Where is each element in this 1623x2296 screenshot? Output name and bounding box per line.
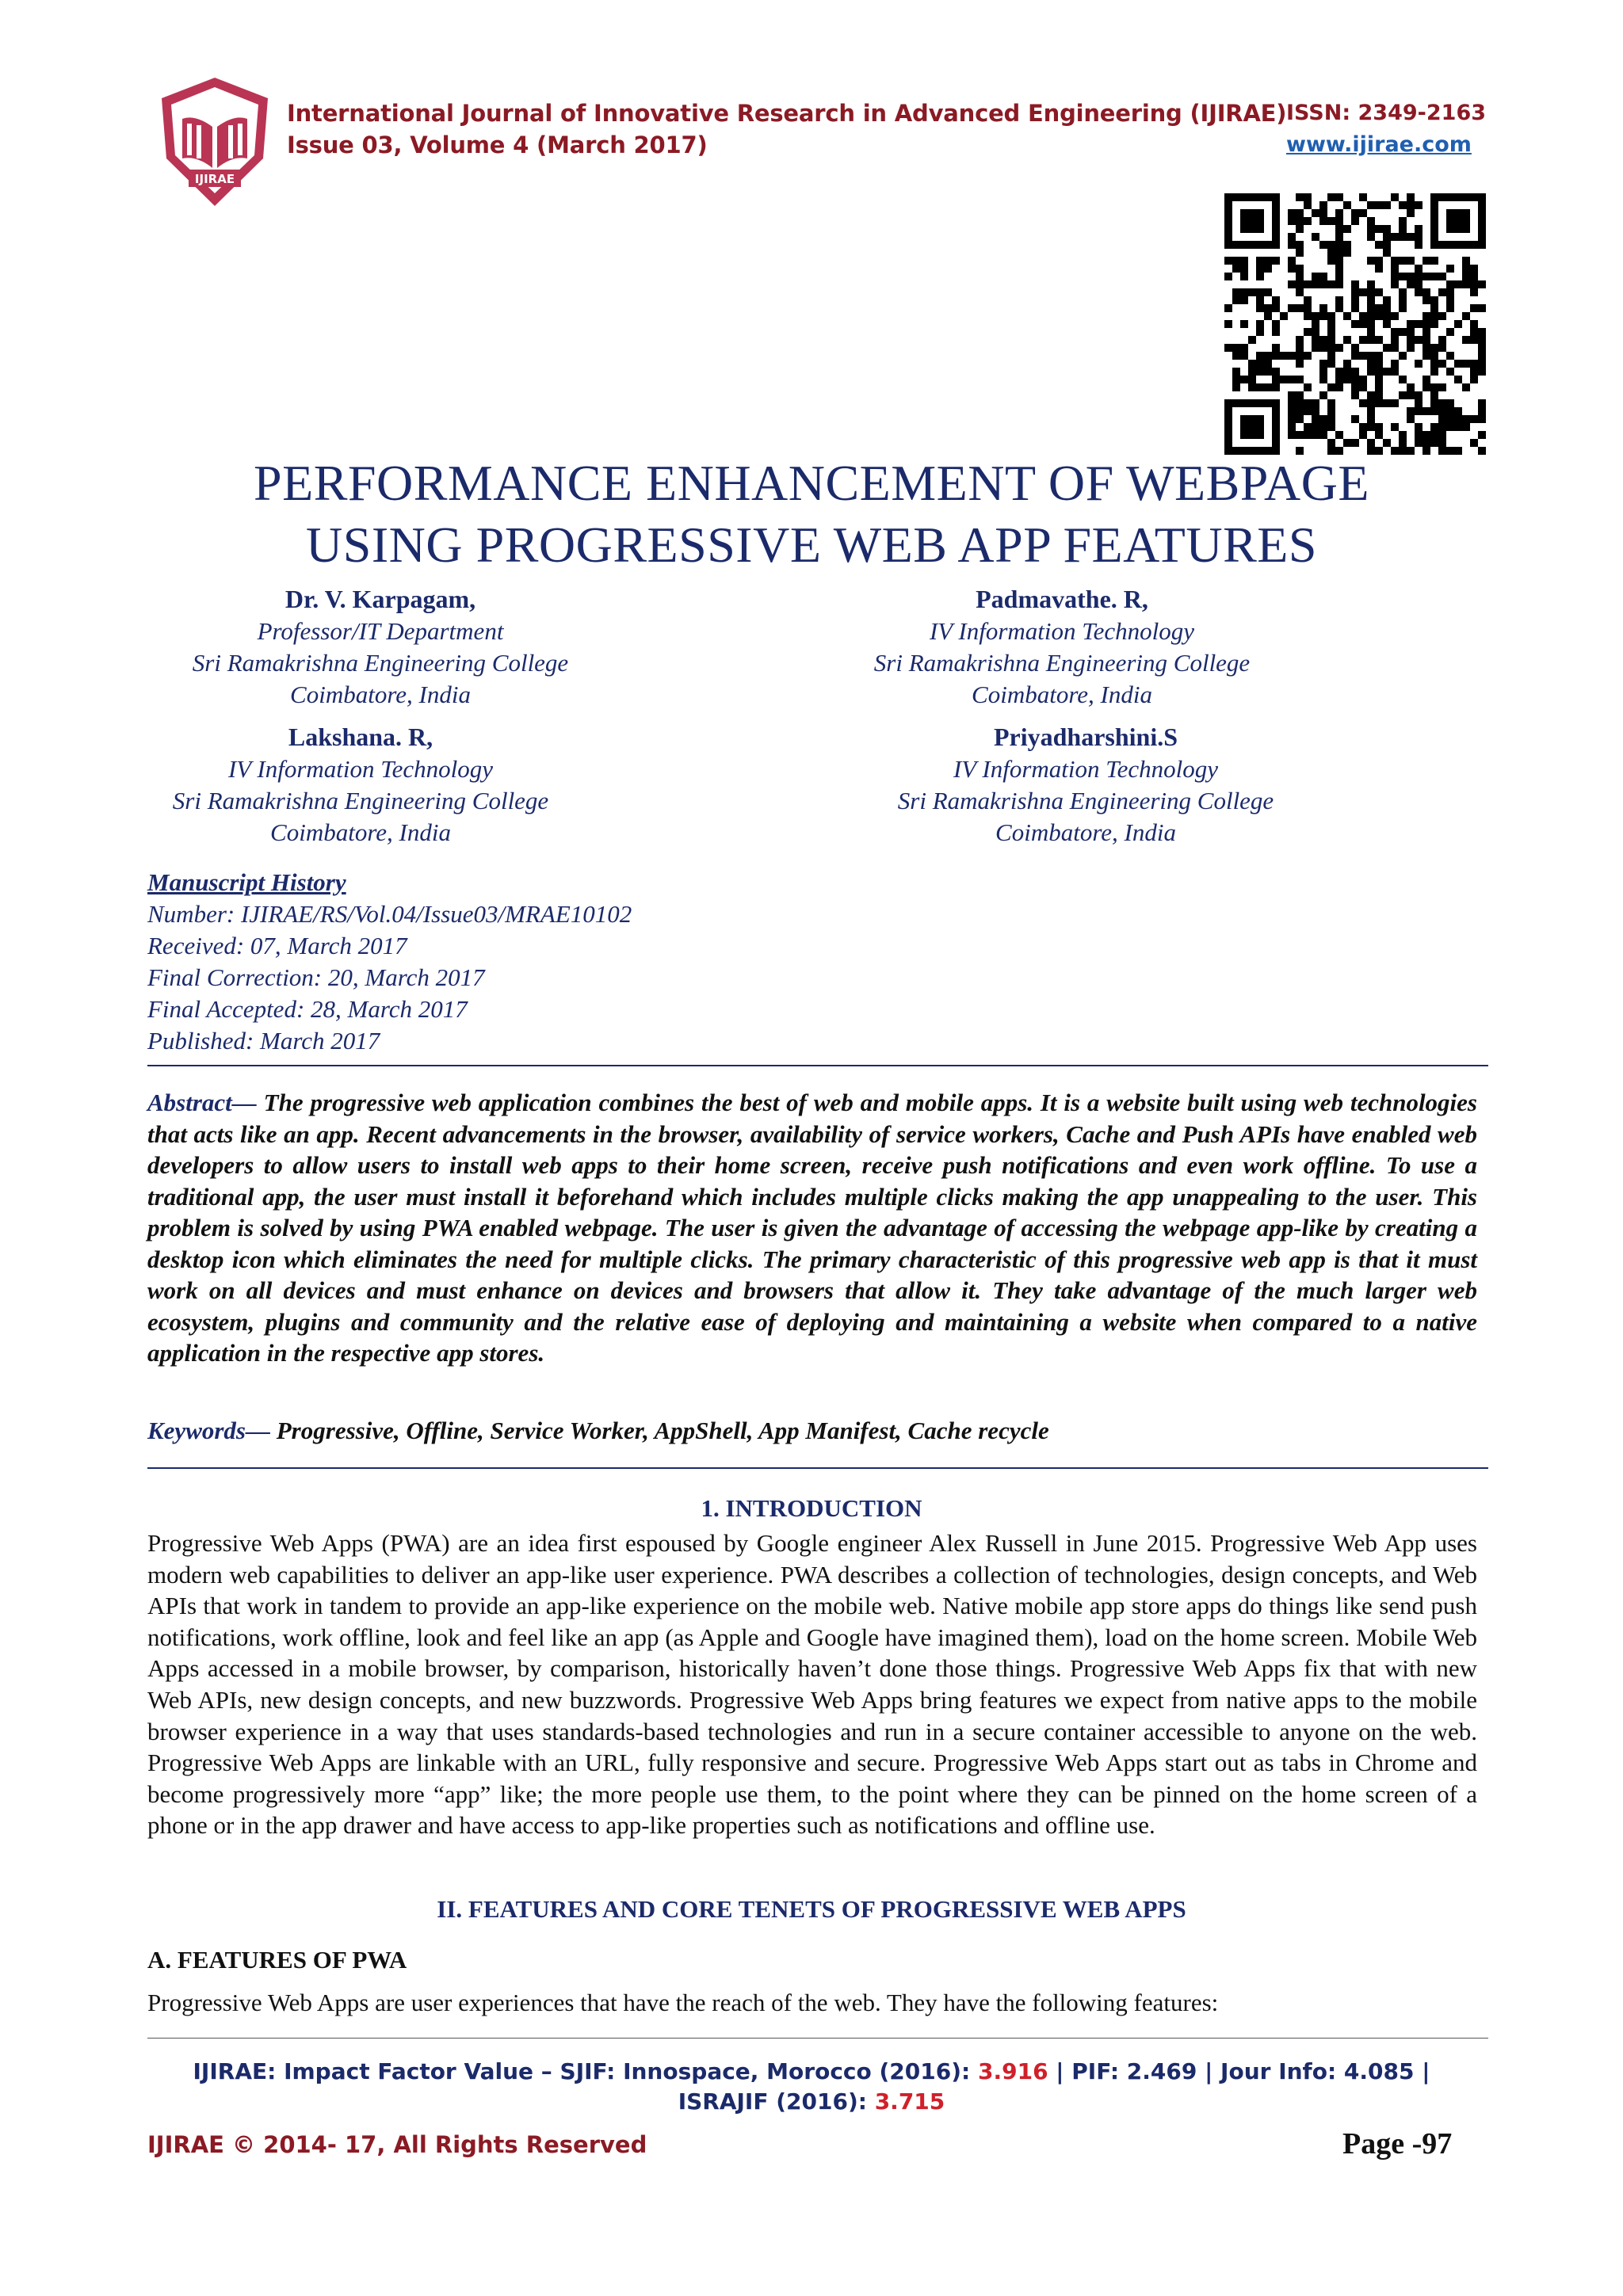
subsection-heading: A. FEATURES OF PWA	[147, 1946, 407, 1974]
section-heading-features: II. FEATURES AND CORE TENETS OF PROGRESSIVE WEB APPS	[437, 1895, 1186, 1923]
manuscript-number: Number: IJIRAE/RS/Vol.04/Issue03/MRAE10102	[147, 900, 632, 928]
logo-text: IJIRAE	[194, 172, 235, 186]
author-city: Coimbatore, India	[290, 681, 471, 708]
author-role: IV Information Technology	[929, 617, 1195, 645]
footer-divider	[147, 2038, 1488, 2039]
author-college: Sri Ramakrishna Engineering College	[897, 787, 1274, 814]
author-block-4	[864, 723, 1308, 849]
paper-title-line-2: USING PROGRESSIVE WEB APP FEATURES	[306, 517, 1317, 573]
divider-top	[147, 1065, 1488, 1066]
qr-finder-pattern	[1430, 193, 1486, 249]
abstract	[147, 1087, 1477, 1369]
section-heading-introduction: 1. INTRODUCTION	[701, 1494, 922, 1522]
abstract-label: Abstract—	[147, 1089, 257, 1116]
author-college: Sri Ramakrishna Engineering College	[873, 649, 1251, 677]
author-block-2	[840, 585, 1284, 711]
subsection-text: Progressive Web Apps are user experiences that have the reach of the web. They have the following features:	[147, 1989, 1219, 2016]
qr-finder-pattern	[1224, 193, 1280, 249]
author-role: IV Information Technology	[953, 755, 1219, 783]
keywords-text: Progressive, Offline, Service Worker, AppShell, App Manifest, Cache recycle	[270, 1417, 1049, 1444]
introduction-text: Progressive Web Apps (PWA) are an idea first espoused by Google engineer Alex Russell in June 2015. Progressive Web App uses modern web capabilities to deliver an app-like user experience. PWA describes a collection of technologies, design concepts, and Web APIs that work in tandem to provide an app-like experience on the mobile web. Native mobile app store apps do things like send push notifications, work offline, look and feel like an app (as Apple and Google have imagined them), load on the home screen. Mobile Web Apps accessed in a mobile browser, by comparison, historically haven’t done those things. Progressive Web Apps fix that with new Web APIs, new design concepts, and new buzzwords. Progressive Web Apps bring features we expect from native apps to the mobile browser experience in a way that uses standards-based technologies and run in a secure container accessible to anyone on the web. Progressive Web Apps are linkable with an URL, fully responsive and secure. Progressive Web Apps start out as tabs in Chrome and become progressively more “app” like; the more people use them, to the point where they can be pinned on the home screen of a phone or in the app drawer and have access to app-like properties such as notifications and offline use.	[147, 1529, 1477, 1840]
sjif-value: 3.916	[977, 2058, 1048, 2084]
issn: ISSN: 2349-2163	[1286, 101, 1487, 125]
manuscript-correction: Final Correction: 20, March 2017	[147, 963, 485, 991]
author-role: Professor/IT Department	[257, 617, 504, 645]
keywords	[147, 1417, 1477, 1445]
copyright: IJIRAE © 2014- 17, All Rights Reserved	[147, 2131, 647, 2158]
author-college: Sri Ramakrishna Engineering College	[172, 787, 549, 814]
author-block-1	[182, 585, 579, 711]
manuscript-heading: Manuscript History	[147, 868, 346, 896]
author-college: Sri Ramakrishna Engineering College	[192, 649, 569, 677]
journal-logo	[147, 73, 282, 208]
journal-name: International Journal of Innovative Research in Advanced Engineering (IJIRAE)	[287, 100, 1287, 127]
keywords-label: Keywords—	[147, 1417, 270, 1444]
qr-code	[1224, 193, 1486, 455]
author-city: Coimbatore, India	[995, 818, 1176, 846]
manuscript-received: Received: 07, March 2017	[147, 932, 407, 959]
paper-title-line-1: PERFORMANCE ENHANCEMENT OF WEBPAGE	[254, 455, 1369, 511]
author-name: Padmavathe. R,	[976, 585, 1148, 613]
journal-issue: Issue 03, Volume 4 (March 2017)	[287, 132, 708, 158]
author-role: IV Information Technology	[227, 755, 494, 783]
divider-bottom	[147, 1467, 1488, 1469]
impact-factor-line-2: ISRAJIF (2016): 3.715	[678, 2088, 945, 2115]
impact-factor-info	[0, 2057, 1623, 2117]
manuscript-published: Published: March 2017	[147, 1027, 380, 1055]
author-name: Priyadharshini.S	[993, 723, 1178, 751]
website-link[interactable]: www.ijirae.com	[1286, 132, 1472, 157]
page-number: Page -97	[1342, 2127, 1453, 2161]
abstract-text: The progressive web application combines the best of web and mobile apps. It is a website built using web technologies that acts like an app. Recent advancements in the browser, availability of service workers, Cache and Push APIs have enabled web developers to allow users to install web apps to their home screen, receive push notifications and even work offline. To use a traditional app, the user must install it beforehand which includes multiple clicks making the app unappealing to the user. This problem is solved by using PWA enabled webpage. The user is given the advantage of accessing the webpage app-like by creating a desktop icon which eliminates the need for multiple clicks. The primary characteristic of this progressive web app is that it must work on all devices and must enhance on devices and browsers that allow it. They take advantage of the much larger web ecosystem, plugins and community and the relative ease of deploying and maintaining a website when compared to a native application in the respective app stores.	[147, 1089, 1477, 1367]
author-name: Lakshana. R,	[288, 723, 433, 751]
impact-factor-line-1: IJIRAE: Impact Factor Value – SJIF: Innospace, Morocco (2016): 3.916 | PIF: 2.469 | Jour Info: 4.085 |	[193, 2058, 1430, 2084]
author-block-3	[151, 723, 571, 849]
manuscript-history	[147, 867, 632, 1057]
author-city: Coimbatore, India	[270, 818, 451, 846]
author-city: Coimbatore, India	[972, 681, 1152, 708]
qr-finder-pattern	[1224, 399, 1280, 455]
manuscript-accepted: Final Accepted: 28, March 2017	[147, 995, 468, 1023]
author-name: Dr. V. Karpagam,	[285, 585, 476, 613]
israjif-value: 3.715	[874, 2088, 945, 2115]
